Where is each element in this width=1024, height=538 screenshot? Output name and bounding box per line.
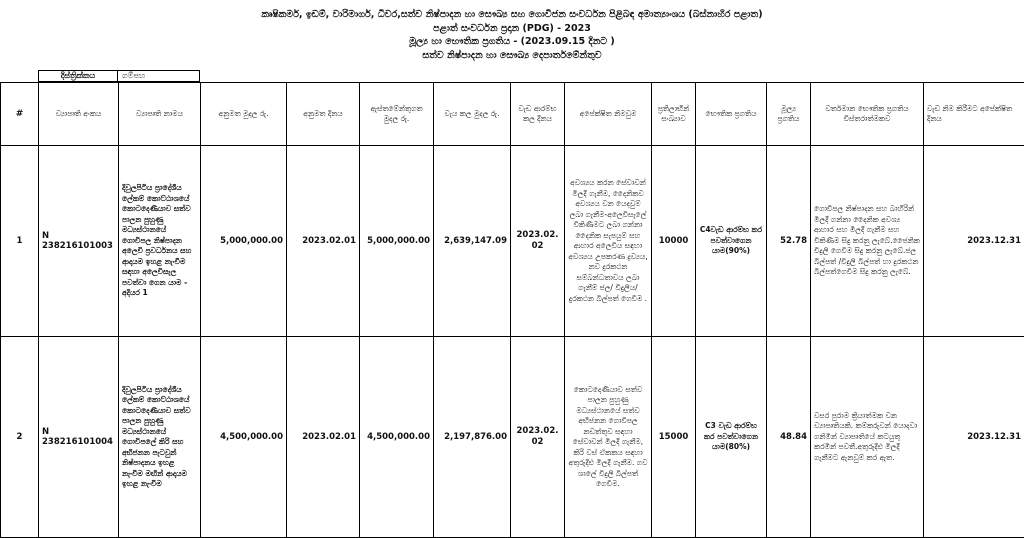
completion-date: 2023.12.31 (924, 337, 1024, 538)
estimated-amount: 5,000,000.00 (360, 146, 434, 337)
col-header-no: # (1, 83, 39, 146)
approved-amount: 5,000,000.00 (201, 146, 287, 337)
beneficiaries-count: 15000 (652, 337, 696, 538)
project-number: N 238216101004 (39, 337, 119, 538)
approved-date: 2023.02.01 (287, 337, 360, 538)
district-label: දිස්ත්‍රික්කය (38, 70, 118, 82)
approved-amount: 4,500,000.00 (201, 337, 287, 538)
progress-table (0, 82, 1024, 538)
grant-title: පළාත් සංවර්ධන ප්‍රදාන (PDG) - 2023 (0, 22, 1024, 36)
district-value: ගම්පහ (118, 70, 200, 82)
status-description: වසර පුරාම ක්‍රියාත්මක වන ව්‍යාපෘතියකි. කම්කරුවන් යොදවා ගනිමින් ව්‍යාපෘතියේ කටයුතු කරමින් පවතී.අතුරුදිළු මිලදී ගැනීමට ඇනවුම් කර ඇත. (811, 337, 924, 538)
col-header-project-name: ව්‍යාපෘති නාමය (119, 83, 201, 146)
completion-date: 2023.12.31 (924, 146, 1024, 337)
row-number: 1 (1, 146, 39, 337)
expenditure-amount: 2,197,876.00 (434, 337, 511, 538)
table-header-row (1, 83, 1024, 146)
col-header-approved-date: අනුමත දිනය (287, 83, 360, 146)
col-header-physical-progress: භෞතික ප්‍රගතිය (696, 83, 767, 146)
col-header-status-description: වර්තමාන භෞතික ප්‍රගතිය විස්තරාත්මකව (811, 83, 924, 146)
start-date: 2023.02.02 (511, 146, 565, 337)
col-header-completion-date: වැඩ නිම කිරීමට අපේක්ෂිත දිනය (924, 83, 1024, 146)
project-number: N 238216101003 (39, 146, 119, 337)
col-header-expenditure: වැය කල මුදල රු. (434, 83, 511, 146)
start-date: 2023.02.02 (511, 337, 565, 538)
report-header (0, 8, 1024, 62)
status-description: ගොවිපල නිෂ්පාදන සහ බාහිරින් මිලදී ගන්නා දෛනික අවශ්‍ය ආහාර සහ මිලදී ගැනීම සහ විකිණීම සිදු කරනු ලැබේ.ජෛනික විදුලි ගෙවීම සිදු කරනු ලැබේ.ජල බිල්පත් /විදුලි බිල්පත් හා දුරකථන බිල්පත්ගෙවීම සිදු කරනු ලැබේ. (811, 146, 924, 337)
beneficiaries-count: 10000 (652, 146, 696, 337)
table-row (1, 337, 1024, 538)
physical-progress: C3 වැඩ ආරම්භ කර පවත්වාගෙන යාම(80%) (696, 337, 767, 538)
row-number: 2 (1, 337, 39, 538)
col-header-financial-progress: මූල්‍ය ප්‍රගතිය (767, 83, 811, 146)
physical-progress: C4වැඩ ආරම්භ කර පවත්වාගෙන යාම(90%) (696, 146, 767, 337)
expected-outcome: අවශ්‍යය කරන සේවාවන් මිලදී ගැනීම, දෛනිකව අවශ්‍යය වන යෙදවුම් ලබා ගැනීම-අලෙවිසැලේ විකිණීමට ලබා ගන්නා දෛනික සැපයුම් සහ ආහාර අලෙවිය සඳහා අවශ්‍යය උපකරණ ද්‍රව්‍යය, නව දුරකථන සම්බන්ධතාවය ලබා ගැනීම් ජල/ විදුලිය/ දුරකථන බිල්පත් ගෙවීම . (565, 146, 652, 337)
district-row (38, 70, 200, 81)
department-title: සත්ව නිෂ්පාදන හා සෞඛ්‍ය දෙපාර්තමේන්තුව (0, 49, 1024, 63)
col-header-estimated-amount: ඇස්තමේන්තුගත මුදල රු. (360, 83, 434, 146)
expenditure-amount: 2,639,147.09 (434, 146, 511, 337)
table-row (1, 146, 1024, 337)
expected-outcome: කොටදෙණියාව සත්ව පාලන පුහුණු මධ්‍යස්ථානයේ සත්ව අභිජනන ගොවිපල නඩත්තුව සඳහා සේවාවන් මිලදී ගැනීම, කිරි වස් ඒකකය සඳහා අතුරුදිළු මිලදී ගැනීම. ගව ශාලේ විදුලි බිල්පත් ගෙවීම. (565, 337, 652, 538)
financial-progress: 48.84 (767, 337, 811, 538)
col-header-project-no: ව්‍යාපෘති අංකය (39, 83, 119, 146)
project-name: දිවුලපිටිය ප්‍රාදේශීය ලේකම් කොට්ඨාශයේ කොටදෙණියාව සත්ව පාලන පුහුණු මධ්‍යස්ථානයේ ගොවිපල නිෂ්පාදන අලෙවි ප්‍රවර්ධනය සහ ආදායම ඉහළ නැංවීම සඳහා අලෙවිසැල පවත්වා ගෙන යාම - අදියර 1 (119, 146, 201, 337)
ministry-title: කෘෂිකර්ම, ඉඩම්, වාරිමාර්ග, ධීවර,සත්ව නිෂ්පාදන හා සෞඛ්‍ය සහ ගොවිජන සංවර්ධන පිළිබඳ අමාත්‍යාංශය (බස්නාහිර පළාත) (0, 8, 1024, 22)
project-name: දිවුලපිටිය ප්‍රාදේශීය ලේකම් කොට්ඨාශයේ කොටදෙණියාව සත්ව පාලන පුහුණු මධ්‍යස්ථානයේ ගොවිපලේ කිරි සහ අභිජනන පැටවුන් නිෂ්පාදනය ඉහළ නැංවීම මඟින් ආදායම ඉහළ නැංවීම (119, 337, 201, 538)
col-header-start-date: වැඩ ආරම්භ කල දිනය (511, 83, 565, 146)
col-header-approved-amount: අනුමත මුදල රු. (201, 83, 287, 146)
col-header-expected-outcome: අපේක්ෂිත නිමවුම (565, 83, 652, 146)
estimated-amount: 4,500,000.00 (360, 337, 434, 538)
progress-title: මූල්‍ය හා භෞතික ප්‍රගතිය - (2023.09.15 දිනට ) (0, 35, 1024, 49)
col-header-beneficiaries: ප්‍රතිලාභීන් සංඛ්‍යාව (652, 83, 696, 146)
approved-date: 2023.02.01 (287, 146, 360, 337)
financial-progress: 52.78 (767, 146, 811, 337)
